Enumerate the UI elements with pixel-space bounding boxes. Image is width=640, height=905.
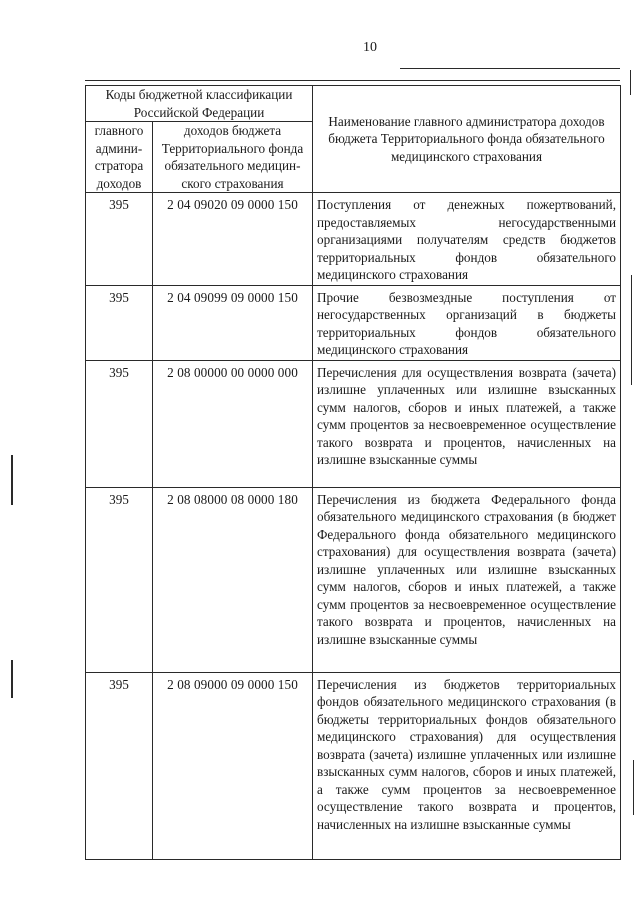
admin-code-cell: 395 [86, 193, 153, 286]
scan-artifact-rule [85, 80, 620, 81]
table-row [86, 360, 621, 487]
scan-artifact-edge [633, 760, 634, 815]
description-cell: Перечисления из бюджетов территориальных фондов обязательного медицинского страхования (в бюджеты территориальных фондов обязательного медицинского страхования) для осуществления возврата (зачета) излишне уплаченных или излишне взысканных сумм налогов, сборов и иных платежей, а также сумм процентов за несвоевременное осуществление такого возврата и процентов, начисленных на излишне взысканные суммы [313, 672, 621, 859]
scan-artifact-edge [11, 660, 13, 698]
header-admin-code: главного админи-стратора доходов [86, 122, 153, 193]
description-cell: Перечисления для осуществления возврата (зачета) излишне уплаченных или излишне взысканных сумм налогов, сборов и иных платежей, а также сумм процентов за несвоевременное осуществление такого возврата и процентов, начисленных на излишне взысканные суммы [313, 360, 621, 487]
scan-artifact-rule [400, 68, 620, 69]
table-row [86, 285, 621, 360]
table-row [86, 672, 621, 859]
scan-artifact-edge [631, 275, 632, 385]
header-administrator-name: Наименование главного администратора доходов бюджета Территориального фонда обязательного медицинского страхования [313, 86, 621, 193]
header-codes-group: Коды бюджетной классификации Российской Федерации [86, 86, 313, 122]
budget-classification-table [85, 85, 621, 860]
page-number: 10 [363, 40, 377, 55]
income-code-cell: 2 04 09020 09 0000 150 [153, 193, 313, 286]
income-code-cell: 2 04 09099 09 0000 150 [153, 285, 313, 360]
admin-code-cell: 395 [86, 672, 153, 859]
table-row [86, 487, 621, 672]
description-cell: Прочие безвозмездные поступления от негосударственных организаций в бюджеты территориальных фондов обязательного медицинского страхования [313, 285, 621, 360]
income-code-cell: 2 08 00000 00 0000 000 [153, 360, 313, 487]
scan-artifact-edge [630, 70, 631, 95]
header-income-code: доходов бюджета Территориального фонда обязательного медицин-ского страхования [153, 122, 313, 193]
scan-artifact-edge [11, 455, 13, 505]
description-cell: Перечисления из бюджета Федерального фонда обязательного медицинского страхования (в бюджет Федерального фонда обязательного медицинского страхования) для осуществления возврата (зачета) излишне уплаченных или излишне взысканных сумм налогов, сборов и иных платежей, а также сумм процентов за несвоевременное осуществление такого возврата и процентов, начисленных на излишне взысканные суммы [313, 487, 621, 672]
admin-code-cell: 395 [86, 360, 153, 487]
table-header-row [86, 86, 621, 122]
income-code-cell: 2 08 09000 09 0000 150 [153, 672, 313, 859]
admin-code-cell: 395 [86, 285, 153, 360]
admin-code-cell: 395 [86, 487, 153, 672]
table-row [86, 193, 621, 286]
income-code-cell: 2 08 08000 08 0000 180 [153, 487, 313, 672]
description-cell: Поступления от денежных пожертвований, предоставляемых негосударственными организациями получателям средств бюджетов территориальных фондов обязательного медицинского страхования [313, 193, 621, 286]
